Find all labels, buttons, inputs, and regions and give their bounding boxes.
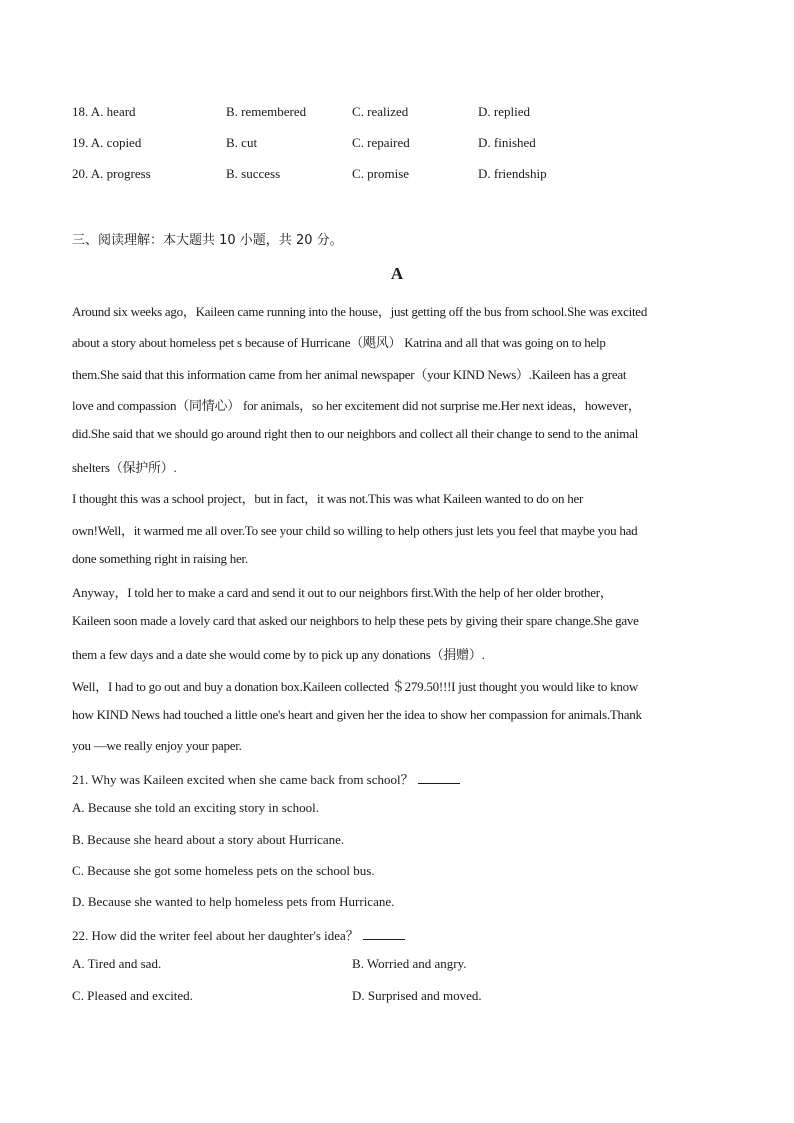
option-c: C. promise xyxy=(352,166,410,181)
question-21-option-d: D. Because she wanted to help homeless pets from Hurricane. xyxy=(72,894,395,909)
passage-line: shelters（保护所）. xyxy=(72,460,177,475)
option-a: 19. A. copied xyxy=(72,135,142,150)
answer-blank xyxy=(363,927,405,940)
option-d: D. replied xyxy=(478,104,530,119)
answer-blank xyxy=(418,771,460,784)
question-22-stem xyxy=(72,925,405,944)
passage-line: Anyway，I told her to make a card and send it out to our neighbors first.With the help of her older brother， xyxy=(72,585,613,600)
passage-line: about a story about homeless pet s because of Hurricane（飓风） Katrina and all that was going on to help xyxy=(72,335,606,350)
question-22-option-a: A. Tired and sad. xyxy=(72,956,162,971)
question-18-options xyxy=(0,104,794,126)
passage-line: them a few days and a date she would come by to pick up any donations（捐赠）. xyxy=(72,647,485,662)
question-22-option-d: D. Surprised and moved. xyxy=(352,988,482,1003)
passage-line: love and compassion（同情心） for animals，so her excitement did not surprise me.Her next ideas，however， xyxy=(72,398,641,413)
passage-line: done something right in raising her. xyxy=(72,551,248,566)
question-21-stem xyxy=(72,769,460,788)
option-d: D. finished xyxy=(478,135,536,150)
question-22-option-c: C. Pleased and excited. xyxy=(72,988,193,1003)
question-21-option-b: B. Because she heard about a story about Hurricane. xyxy=(72,832,345,847)
section-heading: 三、阅读理解：本大题共 10 小题，共 20 分。 xyxy=(72,233,343,248)
passage-title: A xyxy=(390,264,404,283)
passage-line: Kaileen soon made a lovely card that asked our neighbors to help these pets by giving their spare change.She gave xyxy=(72,613,639,628)
passage-line: them.She said that this information came from her animal newspaper（your KIND News）.Kaileen has a great xyxy=(72,367,627,382)
question-text: 22. How did the writer feel about her daughter's idea？ xyxy=(72,928,359,943)
passage-line: Well，I had to go out and buy a donation box.Kaileen collected ＄279.50!!!I just thought you would like to know xyxy=(72,679,638,694)
passage-line: did.She said that we should go around right then to our neighbors and collect all their change to send to the animal xyxy=(72,426,638,441)
option-b: B. remembered xyxy=(226,104,307,119)
passage-line: you —we really enjoy your paper. xyxy=(72,738,242,753)
passage-line: I thought this was a school project，but in fact，it was not.This was what Kaileen wanted to do on her xyxy=(72,491,584,506)
question-19-options xyxy=(0,135,794,157)
option-b: B. success xyxy=(226,166,281,181)
passage-line: Around six weeks ago，Kaileen came running into the house，just getting off the bus from school.She was excited xyxy=(72,304,648,319)
question-text: 21. Why was Kaileen excited when she came back from school？ xyxy=(72,772,414,787)
option-d: D. friendship xyxy=(478,166,547,181)
option-a: 20. A. progress xyxy=(72,166,151,181)
passage-line: own!Well，it warmed me all over.To see your child so willing to help others just lets you feel that maybe you had xyxy=(72,523,638,538)
question-22-option-b: B. Worried and angry. xyxy=(352,956,467,971)
option-c: C. repaired xyxy=(352,135,410,150)
passage-line: how KIND News had touched a little one's heart and given her the idea to show her compassion for animals.Thank xyxy=(72,707,642,722)
option-b: B. cut xyxy=(226,135,258,150)
question-21-option-c: C. Because she got some homeless pets on the school bus. xyxy=(72,863,375,878)
question-20-options xyxy=(0,166,794,188)
option-c: C. realized xyxy=(352,104,409,119)
option-a: 18. A. heard xyxy=(72,104,136,119)
question-21-option-a: A. Because she told an exciting story in school. xyxy=(72,800,319,815)
